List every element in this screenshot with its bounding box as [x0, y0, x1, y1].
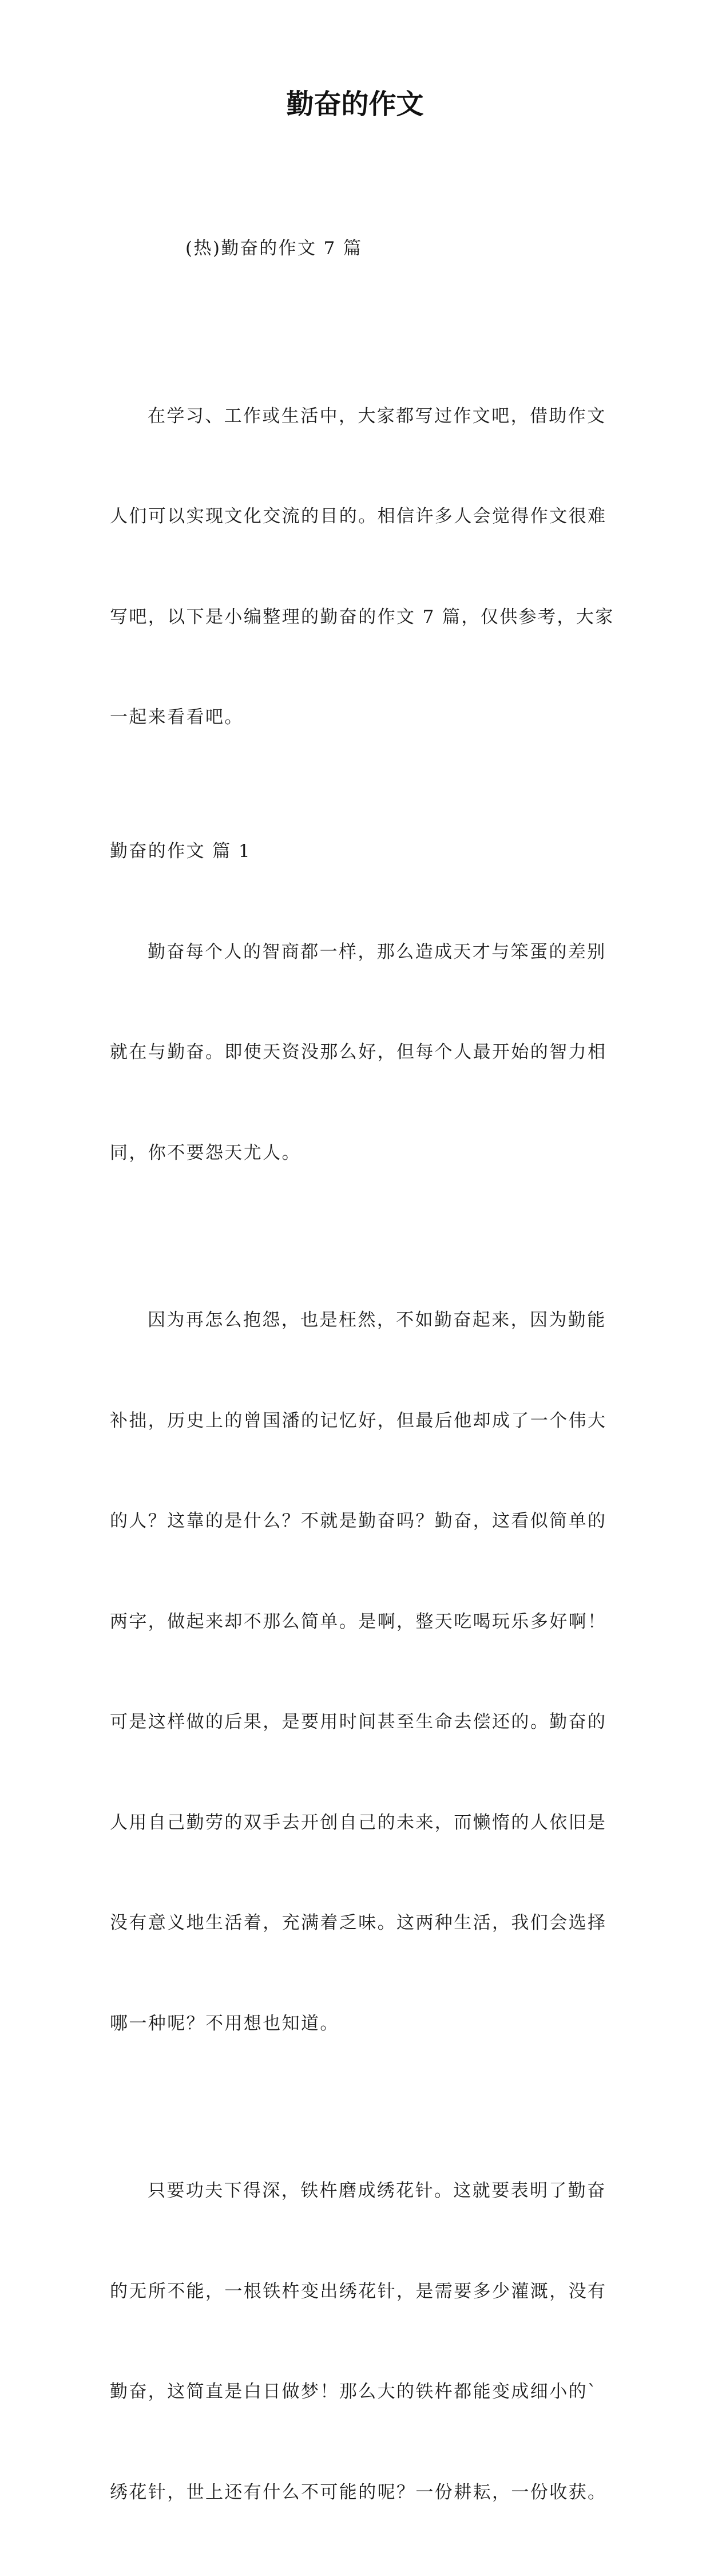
paragraph-line: 因为再怎么抱怨，也是枉然，不如勤奋起来，因为勤能 — [148, 1310, 606, 1330]
document-title: 勤奋的作文 — [286, 88, 424, 120]
subtitle-line — [110, 165, 608, 333]
paragraph-line: 就在与勤奋。即使天资没那么好，但每个人最开始的智力相 — [110, 1042, 607, 1062]
paragraph-line: 两字，做起来却不那么简单。是啊，整天吃喝玩乐多好啊！ — [110, 1611, 607, 1632]
paragraph-line: 哪一种呢？不用想也知道。 — [110, 2013, 339, 2034]
paragraph-line: 补拙，历史上的曾国潘的记忆好，但最后他却成了一个伟大 — [110, 1410, 607, 1431]
section-heading-text: 勤奋的作文 篇 1 — [110, 841, 252, 862]
intro-paragraph — [110, 333, 614, 801]
paragraph-line: 人用自己勤劳的双手去开创自己的未来，而懒惰的人依旧是 — [110, 1812, 607, 1833]
paragraph-line: 可是这样做的后果，是要用时间甚至生命去偿还的。勤奋的 — [110, 1712, 607, 1732]
intro-line: 写吧，以下是小编整理的勤奋的作文 7 篇，仅供参考，大家 — [110, 606, 614, 627]
body-paragraph — [110, 2107, 608, 2576]
section-heading — [110, 835, 608, 868]
paragraph-line: 的无所不能，一根铁杵变出绣花针，是需要多少灌溉，没有 — [110, 2281, 607, 2302]
intro-line: 在学习、工作或生活中，大家都写过作文吧，借助作文 — [148, 405, 606, 426]
paragraph-line: 没有意义地生活着，充满着乏味。这两种生活，我们会选择 — [110, 1913, 607, 1933]
paragraph-line: 勤奋，这简直是白日做梦！那么大的铁杵都能变成细小的` — [110, 2381, 598, 2402]
intro-line: 一起来看看吧。 — [110, 707, 244, 728]
paragraph-line: 的人？这靠的是什么？不就是勤奋吗？勤奋，这看似简单的 — [110, 1511, 607, 1531]
paragraph-line: 同，你不要怨天尤人。 — [110, 1142, 301, 1163]
intro-line: 人们可以实现文化交流的目的。相信许多人会觉得作文很难 — [110, 506, 607, 527]
document-body — [110, 165, 614, 2576]
paragraph-line: 只要功夫下得深，铁杵磨成绣花针。这就要表明了勤奋 — [148, 2180, 606, 2201]
body-paragraph — [110, 868, 608, 1237]
body-paragraph — [110, 1236, 608, 2107]
paragraph-line: 绣花针，世上还有什么不可能的呢？一份耕耘，一份收获。 — [110, 2482, 607, 2503]
section-spacer — [110, 801, 608, 835]
subtitle-text: (热)勤奋的作文 7 篇 — [185, 238, 363, 259]
paragraph-line: 勤奋每个人的智商都一样，那么造成天才与笨蛋的差别 — [148, 941, 606, 962]
